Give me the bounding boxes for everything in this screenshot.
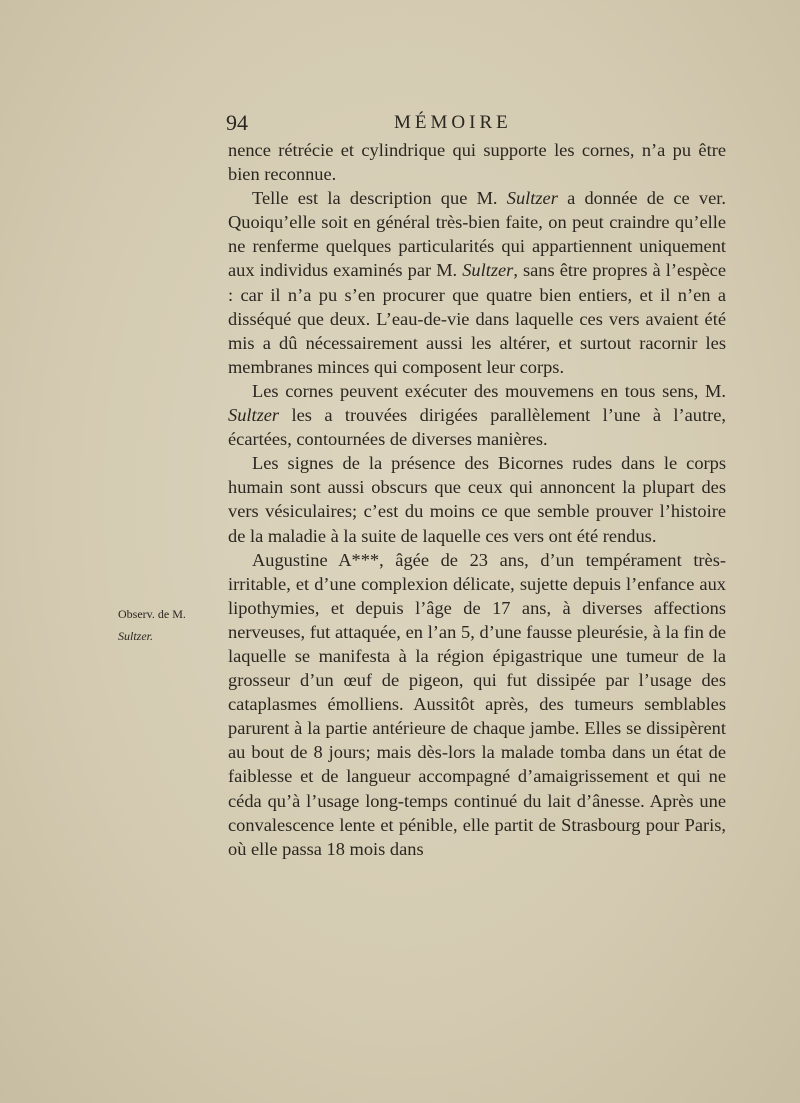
page-header: [226, 110, 726, 140]
running-head: MÉMOIRE: [394, 112, 512, 133]
page-number: 94: [226, 110, 248, 135]
author-name: Sultzer: [228, 405, 280, 426]
marginal-note-name: Sultzer.: [118, 629, 154, 643]
author-name: Sultzer: [506, 188, 558, 209]
marginal-note: [118, 603, 228, 647]
paragraph-3: Les cornes peuvent exécuter des mouvemens en tous sens, M. Sultzer les a trouvées dirigées parallèlement l’une à l’autre, écartées, contournées de diverses manières.: [228, 380, 726, 450]
paragraph-5: Augustine A***, âgée de 23 ans, d’un tempérament très-irritable, et d’une complexion délicate, sujette depuis l’enfance aux lipothymies, et depuis l’âge de 17 ans, à diverses affections nerveuses, fut attaquée, en l’an 5, d’une fausse pleurésie, à la fin de laquelle se manifesta à la région épigastrique une tumeur de la grosseur d’un œuf de pigeon, qui fut dissipée par l’usage des cataplasmes émolliens. Aussitôt après, des tumeurs semblables parurent à la partie antérieure de chaque jambe. Elles se dissipèrent au bout de 8 jours; mais dès-lors la malade tomba dans un état de faiblesse et de langueur accompagné d’amaigrissement et qui ne céda qu’à l’usage long-temps continué du lait d’ânesse. Après une convalescence lente et pénible, elle partit de Strasbourg pour Paris, où elle passa 18 mois dans: [228, 549, 726, 859]
author-name: Sultzer: [462, 260, 514, 281]
marginal-note-label: Observ. de M.: [118, 607, 186, 621]
paragraph-2: Telle est la description que M. Sultzer a donnée de ce ver. Quoiqu’elle soit en général très-bien faite, on peut craindre qu’elle ne renferme quelques particularités qui appartiennent uniquement aux individus examinés par M. Sultzer, sans être propres à l’espèce : car il n’a pu s’en procurer que quatre bien entiers, et il n’en a disséqué que deux. L’eau-de-vie dans laquelle ces vers avaient été mis a dû nécessairement aussi les altérer, et surtout racornir les membranes minces qui composent leur corps.: [228, 188, 727, 377]
body-text: [228, 138, 726, 861]
paragraph-4: Les signes de la présence des Bicornes rudes dans le corps humain sont aussi obscurs que ceux qui annoncent la plupart des vers vésiculaires; c’est du moins ce que semble prouver l’histoire de la maladie à la suite de laquelle ces vers ont été rendus.: [228, 453, 726, 546]
paragraph-1: nence rétrécie et cylindrique qui supporte les cornes, n’a pu être bien reconnue.: [228, 140, 726, 185]
